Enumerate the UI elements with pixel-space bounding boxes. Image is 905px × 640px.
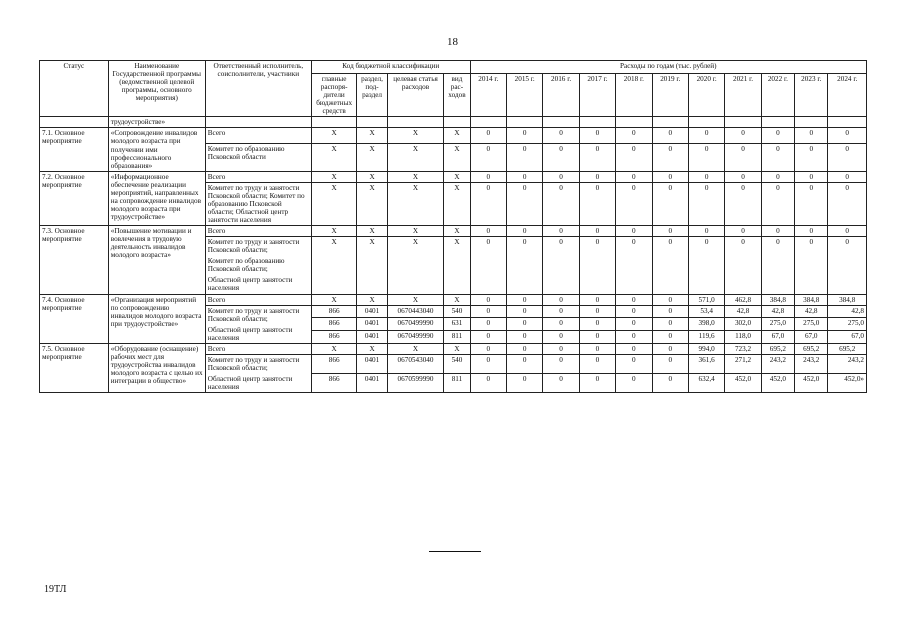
expense-value: 571,0	[688, 294, 724, 305]
empty-cell	[725, 117, 761, 128]
expense-value: 0	[470, 318, 506, 331]
expense-value: 452,0	[761, 374, 794, 393]
table-row	[40, 128, 867, 144]
header-bk-col: целевая статья расходов	[387, 74, 444, 117]
expense-value: 0	[616, 182, 652, 225]
expense-value: 0	[579, 343, 615, 354]
empty-cell	[357, 117, 387, 128]
responsible-party: Всего	[207, 227, 226, 236]
budget-code: X	[444, 237, 470, 294]
budget-code: X	[311, 226, 356, 237]
expense-value: 0	[725, 144, 761, 171]
expense-value: 0	[470, 374, 506, 393]
expense-value: 361,6	[688, 354, 724, 373]
expense-value: 0	[616, 226, 652, 237]
expense-value: 0	[616, 144, 652, 171]
expense-value: 0	[579, 354, 615, 373]
expense-value: 0	[688, 226, 724, 237]
expense-value: 0	[761, 226, 794, 237]
budget-code: X	[357, 171, 387, 182]
expense-value: 67,0	[761, 331, 794, 344]
responsible-party: Комитет по образованию Псковской области	[207, 145, 285, 162]
expense-value: 42,8	[761, 305, 794, 318]
budget-code: 0401	[357, 318, 387, 331]
header-name: Наименование Государственной программы (ведомственной целевой программы, основного мероприятия)	[108, 61, 205, 117]
empty-cell	[470, 117, 506, 128]
empty-cell	[616, 117, 652, 128]
expense-value: 0	[470, 144, 506, 171]
expense-value: 0	[795, 144, 828, 171]
responsible-total: Всего	[205, 294, 311, 305]
expense-value: 0	[543, 374, 579, 393]
empty-cell	[387, 117, 444, 128]
budget-code: 0670599990	[387, 374, 444, 393]
empty-cell	[579, 117, 615, 128]
budget-code: X	[311, 144, 356, 171]
expense-value: 0	[506, 237, 542, 294]
budget-code: X	[444, 226, 470, 237]
expense-value: 0	[795, 182, 828, 225]
responsible-party: Областной центр занятости населения	[207, 375, 293, 392]
expense-value: 0	[470, 305, 506, 318]
header-year: 2018 г.	[616, 74, 652, 117]
expense-value: 0	[470, 237, 506, 294]
header-expenses: Расходы по годам (тыс. рублей)	[470, 61, 866, 74]
expense-value: 0	[652, 294, 688, 305]
budget-code: X	[387, 294, 444, 305]
expense-value: 462,8	[725, 294, 761, 305]
expense-value: 0	[506, 182, 542, 225]
expense-value: 0	[470, 128, 506, 144]
responsible-total: Всего	[205, 343, 311, 354]
expense-value: 0	[470, 343, 506, 354]
expense-value: 275,0	[761, 318, 794, 331]
expense-value: 0	[652, 331, 688, 344]
responsible-party: Комитет по труду и занятости Псковской области;	[207, 238, 300, 255]
expense-value: 0	[725, 171, 761, 182]
expense-value: 0	[579, 182, 615, 225]
expense-value: 275,0	[828, 318, 867, 331]
expense-value: 0	[795, 226, 828, 237]
header-year: 2014 г.	[470, 74, 506, 117]
budget-code: X	[387, 182, 444, 225]
expense-value: 0	[616, 354, 652, 373]
measure-name: «Информационное обеспечение реализации мероприятий, направленных на сопровождение инвалидов молодого возраста при трудоустройстве»	[108, 171, 205, 225]
expense-value: 42,8	[725, 305, 761, 318]
header-year: 2021 г.	[725, 74, 761, 117]
responsible-cell	[205, 128, 311, 144]
expense-value: 0	[543, 318, 579, 331]
expense-value: 0	[652, 354, 688, 373]
expense-value: 0	[616, 294, 652, 305]
budget-code: X	[387, 144, 444, 171]
budget-code: X	[311, 171, 356, 182]
expense-value: 0	[688, 237, 724, 294]
expense-value: 0	[579, 374, 615, 393]
expense-value: 0	[616, 305, 652, 318]
expense-value: 384,8	[761, 294, 794, 305]
continuation-text: трудоустройстве»	[108, 117, 205, 128]
budget-code: 540	[444, 305, 470, 318]
page-number: 18	[447, 36, 458, 48]
responsible-party: Всего	[207, 172, 226, 181]
header-budget-classification: Код бюджетной классификации	[311, 61, 470, 74]
budget-code: X	[387, 171, 444, 182]
budget-code: X	[311, 182, 356, 225]
empty-cell	[828, 117, 867, 128]
expense-value: 0	[761, 144, 794, 171]
expense-value: 53,4	[688, 305, 724, 318]
expense-value: 0	[579, 294, 615, 305]
expense-value: 0	[543, 354, 579, 373]
expense-value: 0	[652, 343, 688, 354]
expense-value: 0	[506, 354, 542, 373]
empty-cell	[311, 117, 356, 128]
expense-value: 0	[543, 182, 579, 225]
budget-code: X	[311, 294, 356, 305]
expense-value: 0	[652, 128, 688, 144]
responsible-cell	[205, 182, 311, 225]
budget-code: 0670499990	[387, 331, 444, 344]
expense-value: 723,2	[725, 343, 761, 354]
expense-value: 0	[616, 331, 652, 344]
empty-cell	[652, 117, 688, 128]
responsible-cell	[205, 237, 311, 294]
budget-code: 0670543040	[387, 354, 444, 373]
expense-value: 271,2	[725, 354, 761, 373]
header-year: 2016 г.	[543, 74, 579, 117]
responsible-party: Всего	[207, 129, 226, 138]
empty-cell	[795, 117, 828, 128]
header-bk-col: главные распоря-дители бюджетных средств	[311, 74, 356, 117]
expense-value: 0	[579, 331, 615, 344]
expense-value: 0	[828, 182, 867, 225]
budget-code: 811	[444, 331, 470, 344]
expense-value: 0	[506, 226, 542, 237]
responsible-party: Комитет по труду и занятости Псковской области; Комитет по образованию Псковской области; Областной центр занятости населения	[207, 183, 305, 224]
expense-value: 0	[506, 294, 542, 305]
budget-code: 0401	[357, 354, 387, 373]
budget-code: 540	[444, 354, 470, 373]
expense-value: 0	[725, 128, 761, 144]
budget-code: X	[387, 343, 444, 354]
budget-code: 0401	[357, 374, 387, 393]
expense-value: 0	[795, 237, 828, 294]
expense-value: 0	[761, 182, 794, 225]
header-year: 2017 г.	[579, 74, 615, 117]
budget-code: X	[387, 237, 444, 294]
responsible-cell	[205, 305, 311, 343]
expense-value: 398,0	[688, 318, 724, 331]
expense-value: 0	[795, 171, 828, 182]
measure-status: 7.5. Основное мероприятие	[40, 343, 109, 392]
expense-value: 695,2	[828, 343, 867, 354]
expense-value: 0	[579, 128, 615, 144]
budget-code: 866	[311, 374, 356, 393]
responsible-party: Комитет по труду и занятости Псковской области;	[207, 306, 300, 323]
expense-value: 695,2	[761, 343, 794, 354]
table-row	[40, 226, 867, 237]
expense-value: 0	[652, 171, 688, 182]
measure-status: 7.4. Основное мероприятие	[40, 294, 109, 343]
header-year: 2019 г.	[652, 74, 688, 117]
budget-code: X	[444, 343, 470, 354]
expense-value: 0	[543, 128, 579, 144]
expense-value: 0	[688, 144, 724, 171]
header-year: 2024 г.	[828, 74, 867, 117]
expense-value: 0	[688, 182, 724, 225]
expense-value: 0	[543, 171, 579, 182]
expense-value: 695,2	[795, 343, 828, 354]
responsible-party: Областной центр занятости населения	[207, 276, 293, 293]
budget-code: X	[311, 237, 356, 294]
expense-value: 0	[579, 144, 615, 171]
responsible-party: Областной центр занятости населения	[207, 325, 293, 342]
budget-code: 866	[311, 305, 356, 318]
measure-name: «Организация мероприятий по сопровождению инвалидов молодого возраста при трудоустройстве»	[108, 294, 205, 343]
header-year: 2015 г.	[506, 74, 542, 117]
budget-code: X	[444, 294, 470, 305]
budget-code: X	[444, 144, 470, 171]
expense-value: 0	[543, 305, 579, 318]
empty-cell	[761, 117, 794, 128]
expense-value: 0	[761, 171, 794, 182]
header-status: Статус	[40, 61, 109, 117]
expense-value: 0	[470, 171, 506, 182]
expense-value: 118,0	[725, 331, 761, 344]
header-responsible: Ответственный исполнитель, соисполнители, участники	[205, 61, 311, 117]
measure-status: 7.2. Основное мероприятие	[40, 171, 109, 225]
budget-code: X	[311, 343, 356, 354]
budget-code: 811	[444, 374, 470, 393]
expense-value: 0	[652, 237, 688, 294]
expense-value: 0	[470, 226, 506, 237]
expense-value: 0	[828, 237, 867, 294]
footer-divider	[429, 551, 481, 552]
expense-value: 0	[652, 374, 688, 393]
budget-code: X	[357, 294, 387, 305]
expense-value: 0	[616, 128, 652, 144]
budget-code: X	[357, 144, 387, 171]
expense-value: 243,2	[828, 354, 867, 373]
table-row	[40, 171, 867, 182]
responsible-party: Комитет по образованию Псковской области;	[207, 257, 285, 274]
budget-code: X	[357, 182, 387, 225]
expense-value: 0	[652, 318, 688, 331]
expense-value: 0	[506, 144, 542, 171]
budget-code: X	[444, 128, 470, 144]
footer-code: 19ТЛ	[44, 584, 67, 595]
budget-code: X	[387, 128, 444, 144]
expense-value: 0	[506, 374, 542, 393]
empty-cell	[506, 117, 542, 128]
expense-value: 67,0	[795, 331, 828, 344]
expense-value: 0	[506, 171, 542, 182]
expense-value: 994,0	[688, 343, 724, 354]
expense-value: 0	[543, 343, 579, 354]
expense-value: 0	[652, 226, 688, 237]
header-bk-col: вид рас-ходов	[444, 74, 470, 117]
expense-value: 243,2	[761, 354, 794, 373]
expense-value: 0	[579, 226, 615, 237]
header-year: 2020 г.	[688, 74, 724, 117]
expense-value: 0	[543, 237, 579, 294]
budget-code: X	[357, 128, 387, 144]
expense-value: 0	[761, 237, 794, 294]
expense-value: 0	[506, 305, 542, 318]
continuation-row	[40, 117, 867, 128]
budget-code: 866	[311, 318, 356, 331]
expense-value: 632,4	[688, 374, 724, 393]
expense-value: 0	[828, 171, 867, 182]
measure-status: 7.1. Основное мероприятие	[40, 128, 109, 171]
expense-value: 0	[616, 343, 652, 354]
budget-code: X	[311, 128, 356, 144]
budget-code: X	[444, 182, 470, 225]
responsible-cell	[205, 226, 311, 237]
table-row	[40, 294, 867, 305]
expense-value: 119,6	[688, 331, 724, 344]
expense-value: 0	[652, 182, 688, 225]
expense-value: 0	[470, 294, 506, 305]
budget-code: X	[444, 171, 470, 182]
expense-value: 0	[725, 237, 761, 294]
expense-value: 452,0	[725, 374, 761, 393]
table-row	[40, 343, 867, 354]
responsible-cell	[205, 354, 311, 392]
budget-code: 631	[444, 318, 470, 331]
expense-value: 42,8	[795, 305, 828, 318]
expense-value: 384,8	[795, 294, 828, 305]
expense-value: 0	[543, 331, 579, 344]
expense-value: 0	[506, 128, 542, 144]
responsible-cell	[205, 171, 311, 182]
expense-value: 452,0»	[828, 374, 867, 393]
expense-value: 0	[506, 343, 542, 354]
budget-table	[39, 60, 867, 393]
expense-value: 0	[579, 171, 615, 182]
expense-value: 0	[470, 331, 506, 344]
empty-cell	[543, 117, 579, 128]
empty-cell	[688, 117, 724, 128]
expense-value: 0	[725, 182, 761, 225]
expense-value: 452,0	[795, 374, 828, 393]
expense-value: 0	[506, 331, 542, 344]
expense-value: 302,0	[725, 318, 761, 331]
expense-value: 0	[616, 171, 652, 182]
measure-name: «Повышение мотивации и вовлечения в трудовую деятельность инвалидов молодого возраста»	[108, 226, 205, 294]
expense-value: 0	[795, 128, 828, 144]
expense-value: 0	[616, 237, 652, 294]
status-cell	[40, 117, 109, 128]
expense-value: 67,0	[828, 331, 867, 344]
header-year: 2022 г.	[761, 74, 794, 117]
responsible-cell	[205, 144, 311, 171]
budget-code: 866	[311, 354, 356, 373]
expense-value: 0	[761, 128, 794, 144]
expense-value: 0	[688, 128, 724, 144]
expense-value: 0	[725, 226, 761, 237]
budget-code: 0401	[357, 331, 387, 344]
expense-value: 0	[543, 144, 579, 171]
expense-value: 0	[470, 354, 506, 373]
budget-code: 0670443040	[387, 305, 444, 318]
expense-value: 0	[616, 374, 652, 393]
empty-cell	[205, 117, 311, 128]
budget-code: X	[387, 226, 444, 237]
expense-value: 0	[616, 318, 652, 331]
expense-value: 0	[652, 305, 688, 318]
expense-value: 0	[506, 318, 542, 331]
expense-value: 42,8	[828, 305, 867, 318]
empty-cell	[444, 117, 470, 128]
expense-value: 0	[652, 144, 688, 171]
expense-value: 0	[543, 294, 579, 305]
expense-value: 0	[688, 171, 724, 182]
expense-value: 0	[828, 226, 867, 237]
expense-value: 384,8	[828, 294, 867, 305]
budget-code: X	[357, 343, 387, 354]
budget-code: 0670499990	[387, 318, 444, 331]
expense-value: 0	[579, 305, 615, 318]
expense-value: 0	[470, 182, 506, 225]
expense-value: 0	[579, 237, 615, 294]
budget-code: X	[357, 237, 387, 294]
expense-value: 0	[828, 144, 867, 171]
expense-value: 0	[543, 226, 579, 237]
measure-name: «Оборудование (оснащение) рабочих мест для трудоустройства инвалидов молодого возраста с целью их интеграции в общество»	[108, 343, 205, 392]
measure-name: «Сопровождение инвалидов молодого возраста при получении ими профессионального образования»	[108, 128, 205, 171]
expense-value: 0	[579, 318, 615, 331]
header-bk-col: раздел, под-раздел	[357, 74, 387, 117]
budget-code: 0401	[357, 305, 387, 318]
budget-code: 866	[311, 331, 356, 344]
expense-value: 243,2	[795, 354, 828, 373]
expense-value: 0	[828, 128, 867, 144]
expense-value: 275,0	[795, 318, 828, 331]
measure-status: 7.3. Основное мероприятие	[40, 226, 109, 294]
header-year: 2023 г.	[795, 74, 828, 117]
responsible-party: Комитет по труду и занятости Псковской области;	[207, 355, 300, 372]
budget-code: X	[357, 226, 387, 237]
